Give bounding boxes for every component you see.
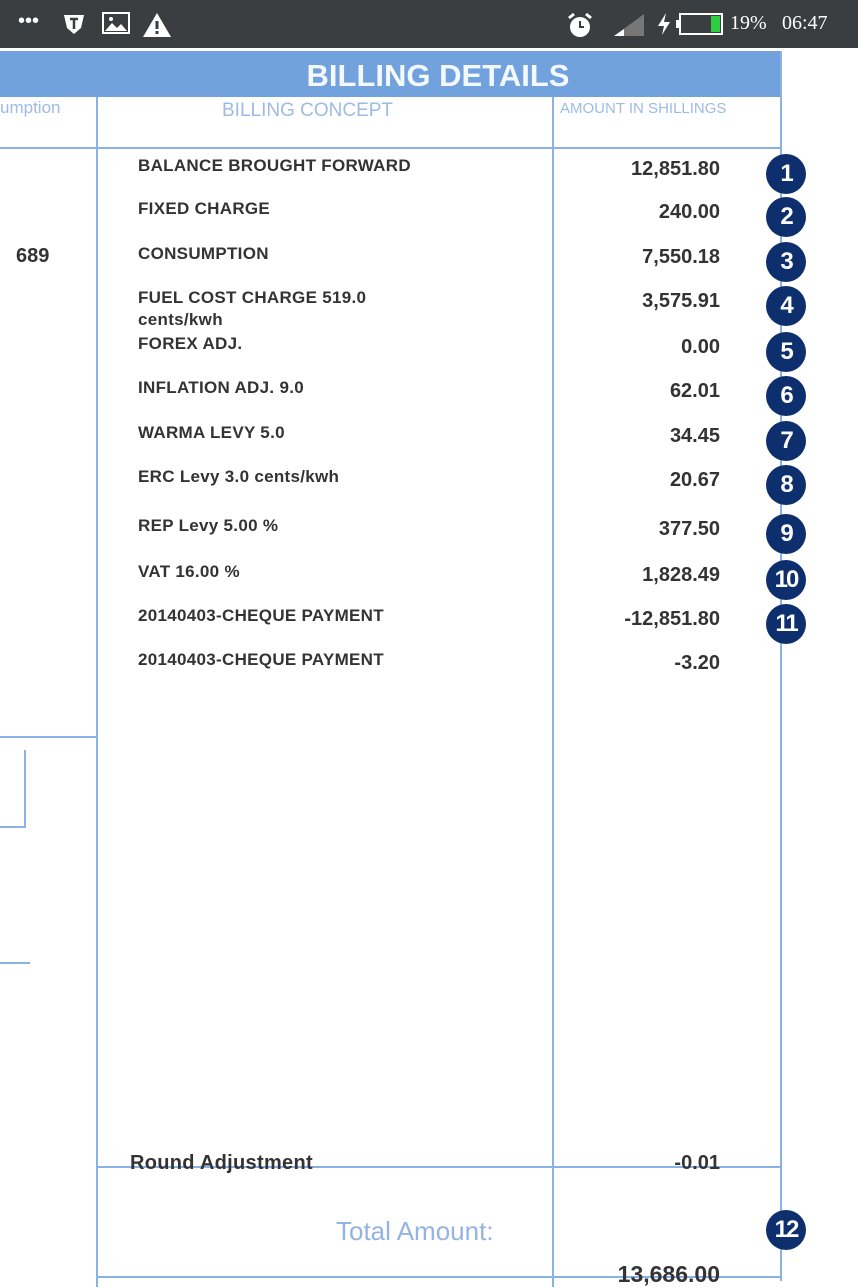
row-label: INFLATION ADJ. 9.0 [138,378,304,397]
row-label: FIXED CHARGE [138,199,271,218]
consumption-value: 689 [16,245,50,267]
row-badge: 8 [766,465,806,505]
row-label: REP Levy 5.00 % [138,516,279,535]
row-amount: -3.20 [674,652,720,674]
concept-header: BILLING CONCEPT [222,100,394,121]
row-amount: 3,575.91 [642,290,720,312]
row-badge: 3 [766,242,806,282]
battery-icon [676,13,724,41]
consumption-header: umption [0,98,61,117]
row-badge: 1 [766,154,806,194]
row-badge: 7 [766,421,806,461]
clock: 06:47 [782,12,828,34]
row-badge: 10 [766,560,806,600]
row-badge: 9 [766,514,806,554]
row-amount: 20.67 [669,469,720,491]
row-badge: 5 [766,332,806,372]
row-label: CONSUMPTION [138,244,269,263]
row-amount: 0.00 [681,336,720,358]
row-badge: 2 [766,197,806,237]
signal-icon [612,12,646,44]
row-amount: 7,550.18 [642,246,720,268]
row-label: 20140403-CHEQUE PAYMENT [138,650,384,669]
row-amount: -12,851.80 [624,608,720,630]
row-label: BALANCE BROUGHT FORWARD [138,156,411,175]
row-amount: 377.50 [658,518,720,540]
row-label: 20140403-CHEQUE PAYMENT [138,606,384,625]
divider [0,962,30,964]
round-adjustment-label: Round Adjustment [130,1152,313,1174]
badge-12: 12 [766,1210,806,1250]
divider [24,750,26,828]
row-badge: 11 [766,604,806,644]
total-amount: 13,686.00 [617,1261,720,1287]
row-label: ERC Levy 3.0 cents/kwh [138,467,340,486]
warning-icon [142,12,172,44]
total-label: Total Amount: [336,1216,494,1246]
divider [0,826,26,828]
charging-icon [656,12,672,42]
divider [552,97,554,1287]
amount-header: AMOUNT IN SHILLINGS [560,100,727,117]
row-label-cont: cents/kwh [138,310,223,329]
round-adjustment-amount: -0.01 [674,1152,720,1174]
alarm-icon [566,12,594,44]
row-label: FOREX ADJ. [138,334,243,353]
row-label: WARMA LEVY 5.0 [138,423,285,442]
image-icon [102,12,130,40]
more-icon: ••• [18,10,40,32]
page-title: BILLING DETAILS [306,58,570,93]
row-amount: 62.01 [669,380,720,402]
billing-document [0,48,858,1287]
row-amount: 240.00 [658,201,720,223]
row-label: FUEL COST CHARGE 519.0 [138,288,367,307]
status-bar [0,0,858,48]
shield-icon [62,12,86,42]
row-amount: 1,828.49 [642,564,720,586]
battery-percent: 19% [730,12,767,34]
row-label: VAT 16.00 % [138,562,240,581]
row-amount: 12,851.80 [631,158,720,180]
row-badge: 4 [766,286,806,326]
divider [96,97,98,1287]
divider [0,736,98,738]
divider [0,147,782,149]
row-badge: 6 [766,376,806,416]
row-amount: 34.45 [669,425,720,447]
